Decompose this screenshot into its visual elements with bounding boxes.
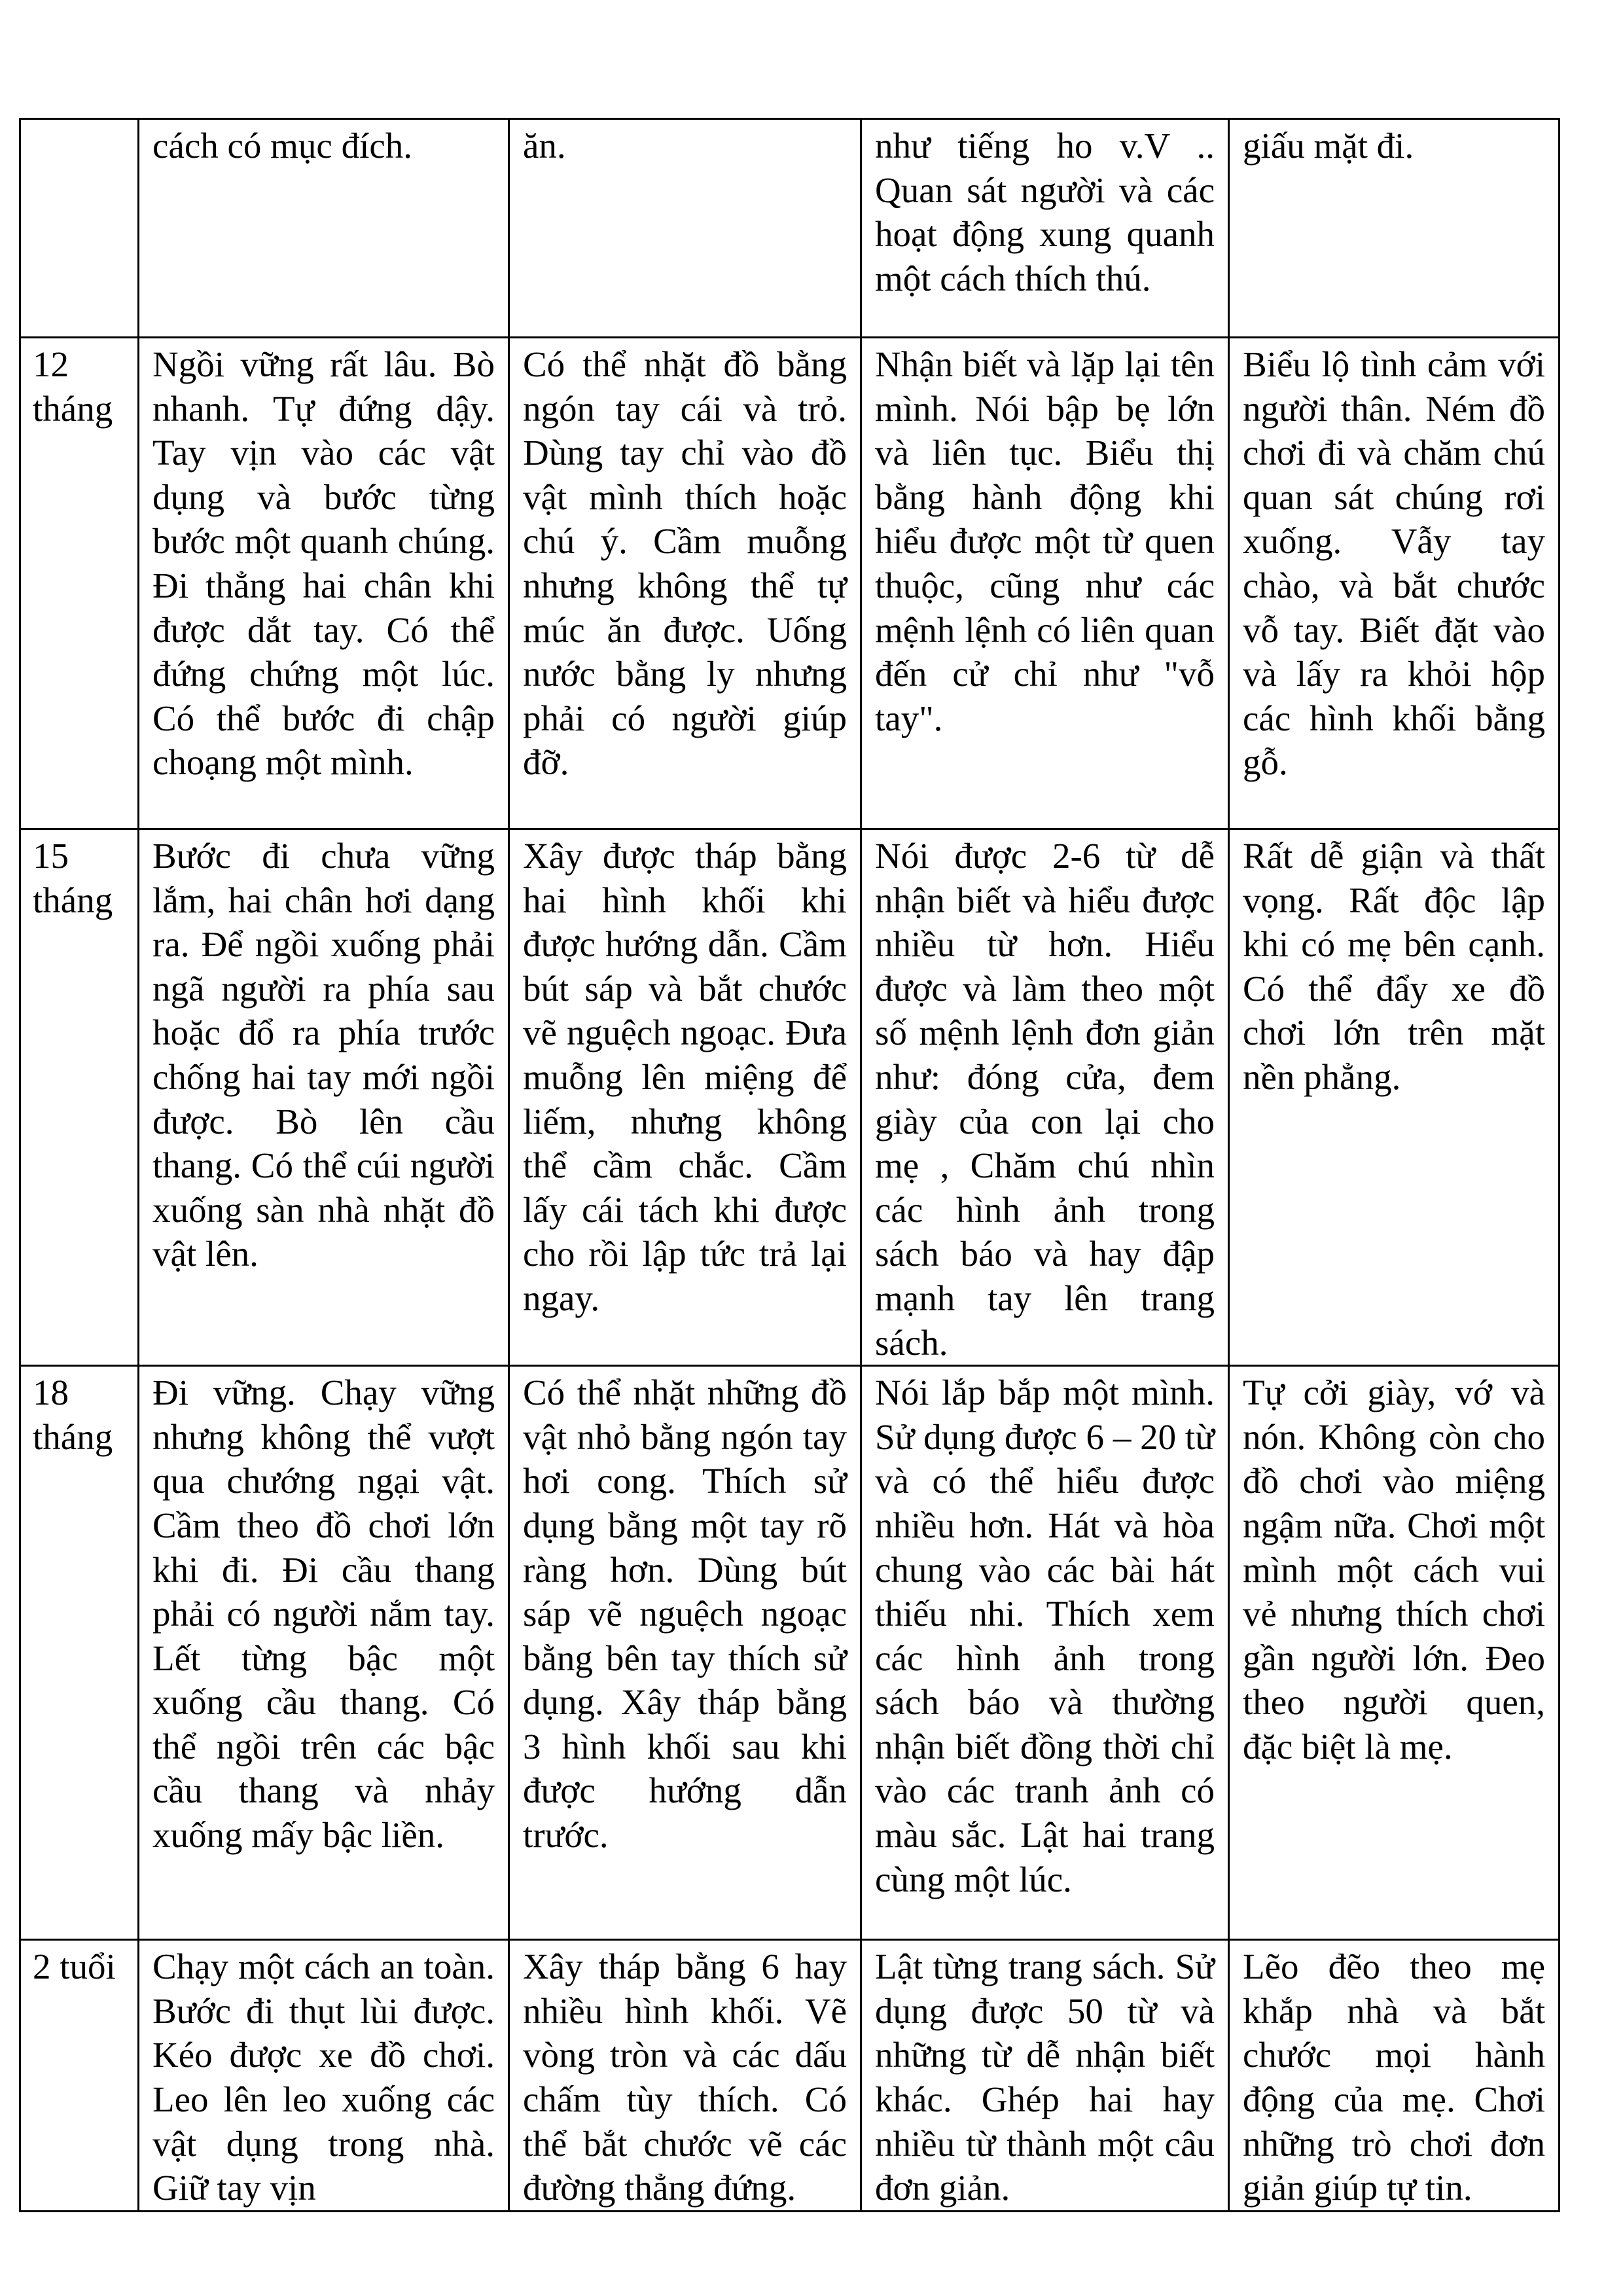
language-cell: như tiếng ho v.V .. Quan sát người và các hoạt động xung quanh một cách thích thú.	[861, 119, 1229, 338]
motor-skills-cell: Bước đi chưa vững lắm, hai chân hơi dạng ra. Để ngồi xuống phải ngã người ra phía sau hoặc đổ ra phía trước chống hai tay mới ngồi được. Bò lên cầu thang. Có thể cúi người xuống sàn nhà nhặt đồ vật lên.	[139, 829, 509, 1366]
social-cell: giấu mặt đi.	[1229, 119, 1560, 338]
motor-skills-cell: Ngồi vững rất lâu. Bò nhanh. Tự đứng dậy. Tay vịn vào các vật dụng và bước từng bước một quanh chúng. Đi thẳng hai chân khi được dắt tay. Có thể đứng chứng một lúc. Có thể bước đi chập choạng một mình.	[139, 338, 509, 829]
age-cell: 15 tháng	[20, 829, 139, 1366]
language-cell: Nhận biết và lặp lại tên mình. Nói bập bẹ lớn và liên tục. Biểu thị bằng hành động khi hiểu được một từ quen thuộc, cũng như các mệnh lệnh có liên quan đến cử chỉ như "vỗ tay".	[861, 338, 1229, 829]
development-milestones-table	[19, 118, 1560, 2212]
fine-motor-cell: Có thể nhặt những đồ vật nhỏ bằng ngón tay hơi cong. Thích sử dụng bằng một tay rõ ràng hơn. Dùng bút sáp vẽ nguệch ngoạc bằng bên tay thích sử dụng. Xây tháp bằng 3 hình khối sau khi được hướng dẫn trước.	[509, 1366, 861, 1940]
language-cell: Nói lắp bắp một mình. Sử dụng được 6 – 20 từ và có thể hiểu được nhiều hơn. Hát và hòa chung vào các bài hát thiếu nhi. Thích xem các hình ảnh trong sách báo và thường nhận biết đồng thời chỉ vào các tranh ảnh có màu sắc. Lật hai trang cùng một lúc.	[861, 1366, 1229, 1940]
age-cell: 12 tháng	[20, 338, 139, 829]
social-cell: Biểu lộ tình cảm với người thân. Ném đồ chơi đi và chăm chú quan sát chúng rơi xuống. Vẫy tay chào, và bắt chước vỗ tay. Biết đặt vào và lấy ra khỏi hộp các hình khối bằng gỗ.	[1229, 338, 1560, 829]
motor-skills-cell: Chạy một cách an toàn. Bước đi thụt lùi được. Kéo được xe đồ chơi. Leo lên leo xuống các vật dụng trong nhà. Giữ tay vịn	[139, 1940, 509, 2212]
fine-motor-cell: Có thể nhặt đồ bằng ngón tay cái và trỏ. Dùng tay chỉ vào đồ vật mình thích hoặc chú ý. Cầm muỗng nhưng không thể tự múc ăn được. Uống nước bằng ly nhưng phải có người giúp đỡ.	[509, 338, 861, 829]
social-cell: Rất dễ giận và thất vọng. Rất độc lập khi có mẹ bên cạnh. Có thể đẩy xe đồ chơi lớn trên mặt nền phẳng.	[1229, 829, 1560, 1366]
motor-skills-cell: Đi vững. Chạy vững nhưng không thể vượt qua chướng ngại vật. Cầm theo đồ chơi lớn khi đi. Đi cầu thang phải có người nắm tay. Lết từng bậc một xuống cầu thang. Có thể ngồi trên các bậc cầu thang và nhảy xuống mấy bậc liền.	[139, 1366, 509, 1940]
table-row	[20, 338, 1560, 829]
social-cell: Lẽo đẽo theo mẹ khắp nhà và bắt chước mọi hành động của mẹ. Chơi những trò chơi đơn giản giúp tự tin.	[1229, 1940, 1560, 2212]
fine-motor-cell: Xây được tháp bằng hai hình khối khi được hướng dẫn. Cầm bút sáp và bắt chước vẽ nguệch ngoạc. Đưa muỗng lên miệng để liếm, nhưng không thể cầm chắc. Cầm lấy cái tách khi được cho rồi lập tức trả lại ngay.	[509, 829, 861, 1366]
age-cell	[20, 119, 139, 338]
social-cell: Tự cởi giày, vớ và nón. Không còn cho đồ chơi vào miệng ngậm nữa. Chơi một mình một cách vui vẻ nhưng thích chơi gần người lớn. Đeo theo người quen, đặc biệt là mẹ.	[1229, 1366, 1560, 1940]
age-cell: 2 tuổi	[20, 1940, 139, 2212]
fine-motor-cell: ăn.	[509, 119, 861, 338]
table-row	[20, 119, 1560, 338]
table-row	[20, 1940, 1560, 2212]
table-row	[20, 829, 1560, 1366]
language-cell: Lật từng trang sách. Sử dụng được 50 từ và những từ dễ nhận biết khác. Ghép hai hay nhiều từ thành một câu đơn giản.	[861, 1940, 1229, 2212]
language-cell: Nói được 2-6 từ dễ nhận biết và hiểu được nhiều từ hơn. Hiểu được và làm theo một số mệnh lệnh đơn giản như: đóng cửa, đem giày của con lại cho mẹ , Chăm chú nhìn các hình ảnh trong sách báo và hay đập mạnh tay lên trang sách.	[861, 829, 1229, 1366]
age-cell: 18 tháng	[20, 1366, 139, 1940]
table-row	[20, 1366, 1560, 1940]
motor-skills-cell: cách có mục đích.	[139, 119, 509, 338]
fine-motor-cell: Xây tháp bằng 6 hay nhiều hình khối. Vẽ vòng tròn và các dấu chấm tùy thích. Có thể bắt chước vẽ các đường thẳng đứng.	[509, 1940, 861, 2212]
